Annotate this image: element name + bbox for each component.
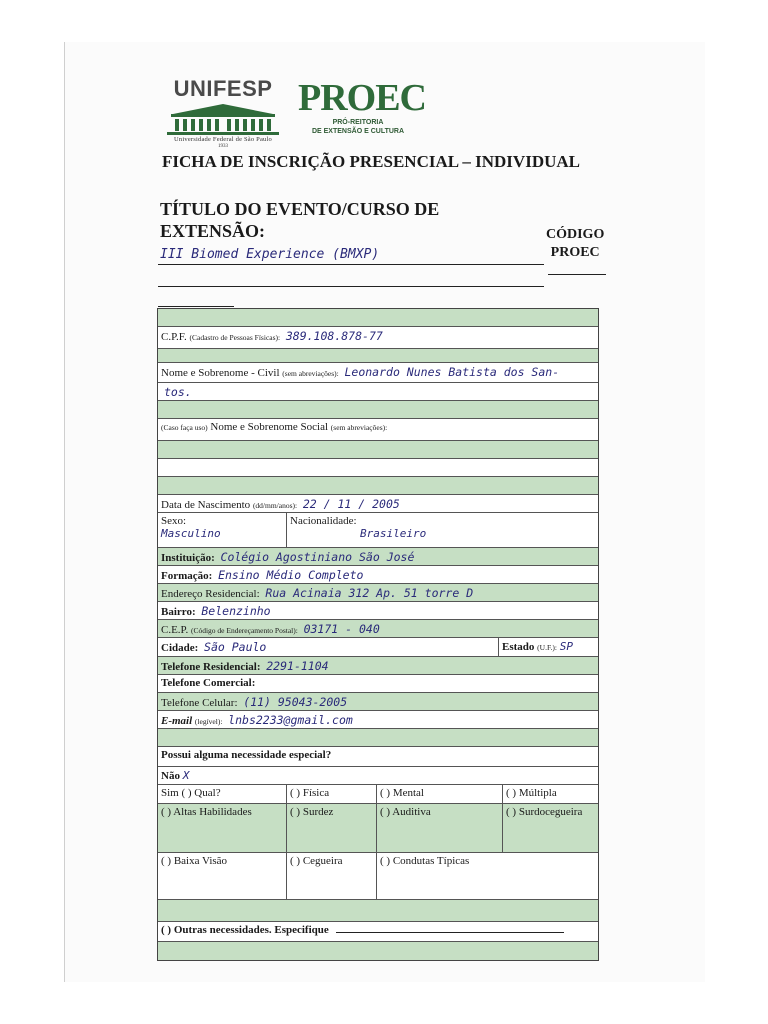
nome-social-value-row[interactable] [158, 459, 598, 477]
proec-logo: PROEC PRÓ-REITORIA DE EXTENSÃO E CULTURA [298, 77, 426, 135]
tel-com-row[interactable]: Telefone Comercial: [158, 675, 598, 693]
cegueira-option[interactable]: ( ) Cegueira [287, 853, 377, 899]
nacionalidade-value[interactable]: Brasileiro [360, 527, 427, 540]
event-title-value[interactable]: III Biomed Experience (BMXP) [160, 247, 380, 262]
instituicao-row[interactable]: Instituição: Colégio Agostiniano São José [158, 548, 598, 566]
spacer-row [158, 401, 598, 419]
special-question-row: Possui alguma necessidade especial? [158, 747, 598, 767]
email-row[interactable]: E-mail (legível): lnbs2233@gmail.com [158, 711, 598, 729]
sexo-cell[interactable]: Sexo: Masculino [158, 513, 287, 547]
cidade-cell[interactable]: Cidade: São Paulo [158, 638, 499, 656]
codigo-proec: CÓDIGO PROEC [546, 227, 605, 260]
nome-civil-value-cont[interactable]: tos. [164, 385, 192, 399]
formacao-row[interactable]: Formação: Ensino Médio Completo [158, 566, 598, 584]
spacer-row [158, 309, 598, 327]
sexo-value[interactable]: Masculino [161, 527, 221, 540]
sim-option[interactable]: Sim ( ) Qual? [158, 785, 287, 803]
endereco-value[interactable]: Rua Acinaia 312 Ap. 51 torre D [265, 586, 474, 600]
cep-row[interactable]: C.E.P. (Código de Endereçamento Postal): 03171 - 040 [158, 620, 598, 638]
endereco-row[interactable]: Endereço Residencial: Rua Acinaia 312 Ap. 51 torre D [158, 584, 598, 602]
spacer-row [158, 729, 598, 747]
cidade-estado-row [158, 638, 598, 657]
building-icon [165, 102, 281, 136]
bairro-value[interactable]: Belenzinho [201, 604, 271, 618]
event-line-3 [158, 306, 234, 307]
cidade-value[interactable]: São Paulo [204, 640, 267, 654]
event-line-2 [158, 286, 544, 287]
spacer-row [158, 477, 598, 495]
cep-value[interactable]: 03171 - 040 [303, 622, 380, 636]
nao-row[interactable]: Não X [158, 767, 598, 785]
spacer-row [158, 942, 598, 960]
nome-civil-row-cont[interactable] [158, 383, 598, 401]
sexo-nacionalidade-row [158, 513, 598, 548]
tel-res-value[interactable]: 2291-1104 [266, 659, 329, 673]
codigo-line[interactable] [548, 274, 606, 275]
unifesp-logo: UNIFESP Universidade Federal de São Paulo 1933 [162, 78, 284, 149]
nome-social-row[interactable]: (Caso faça uso) Nome e Sobrenome Social (sem abreviações): [158, 419, 598, 441]
altas-option[interactable]: ( ) Altas Habilidades [158, 804, 287, 852]
nascimento-value[interactable]: 22 / 11 / 2005 [302, 497, 400, 511]
tel-cel-value[interactable]: (11) 95043-2005 [243, 695, 348, 709]
nascimento-row[interactable]: Data de Nascimento (dd/mm/anos): 22 / 11 / 2005 [158, 495, 598, 513]
spacer-row [158, 349, 598, 363]
event-title-label: TÍTULO DO EVENTO/CURSO DE EXTENSÃO: [160, 199, 440, 241]
bairro-row[interactable]: Bairro: Belenzinho [158, 602, 598, 620]
estado-cell[interactable]: Estado (U.F.): SP [499, 638, 598, 656]
nome-civil-row[interactable]: Nome e Sobrenome - Civil (sem abreviações): Leonardo Nunes Batista dos San- [158, 363, 598, 383]
email-value[interactable]: lnbs2233@gmail.com [228, 713, 353, 727]
special-row-3 [158, 853, 598, 900]
fisica-option[interactable]: ( ) Física [287, 785, 377, 803]
baixa-visao-option[interactable]: ( ) Baixa Visão [158, 853, 287, 899]
instituicao-value[interactable]: Colégio Agostiniano São José [220, 550, 415, 564]
formacao-value[interactable]: Ensino Médio Completo [218, 568, 364, 582]
outras-row[interactable]: ( ) Outras necessidades. Especifique [158, 922, 598, 942]
auditiva-option[interactable]: ( ) Auditiva [377, 804, 503, 852]
nao-checkmark[interactable]: X [182, 769, 190, 782]
form-title: FICHA DE INSCRIÇÃO PRESENCIAL – INDIVIDUAL [162, 152, 580, 171]
condutas-option[interactable]: ( ) Condutas Típicas [377, 853, 598, 899]
nacionalidade-cell[interactable]: Nacionalidade: Brasileiro [287, 513, 598, 547]
multipla-option[interactable]: ( ) Múltipla [503, 785, 598, 803]
event-line-1 [158, 264, 544, 265]
registration-form [157, 308, 599, 961]
tel-res-row[interactable]: Telefone Residencial: 2291-1104 [158, 657, 598, 675]
special-row-1 [158, 785, 598, 804]
outras-line[interactable] [336, 932, 564, 933]
spacer-row [158, 441, 598, 459]
nome-civil-value[interactable]: Leonardo Nunes Batista dos San- [344, 365, 560, 379]
cpf-value[interactable]: 389.108.878-77 [285, 329, 383, 343]
estado-value[interactable]: SP [559, 640, 573, 653]
surdocegueira-option[interactable]: ( ) Surdocegueira [506, 806, 583, 818]
cpf-row[interactable]: C.P.F. (Cadastro de Pessoas Físicas): 389.108.878-77 [158, 327, 598, 349]
surdez-option[interactable]: ( ) Surdez [287, 804, 377, 852]
mental-option[interactable]: ( ) Mental [377, 785, 503, 803]
special-row-2 [158, 804, 598, 853]
spacer-row [158, 900, 598, 922]
tel-cel-row[interactable]: Telefone Celular: (11) 95043-2005 [158, 693, 598, 711]
